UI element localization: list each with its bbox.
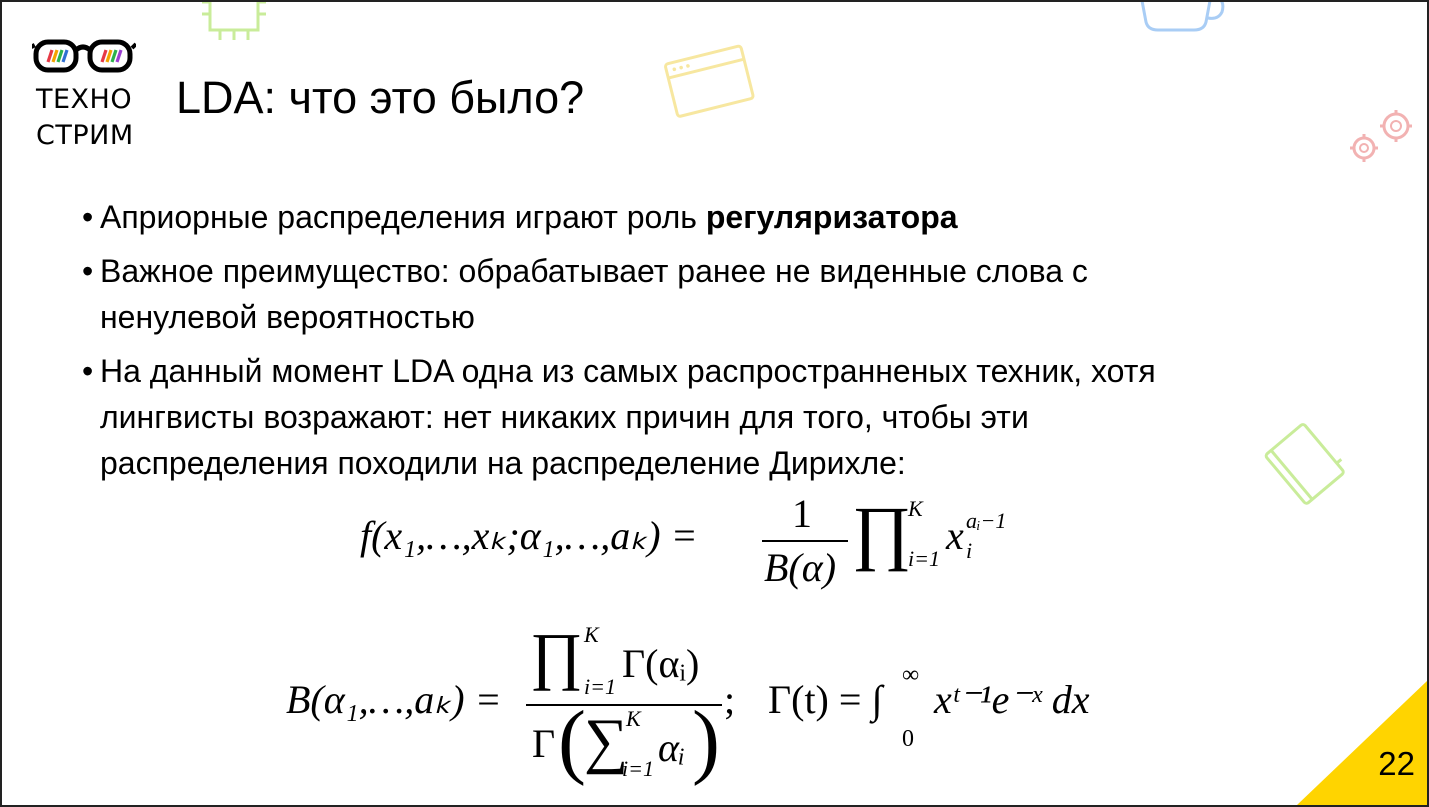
beta-lhs: B(α₁,…,aₖ) = — [286, 677, 502, 722]
left-paren: ( — [558, 694, 586, 787]
bullet-item: • Априорные распределения играют роль регуляризатора — [82, 199, 958, 235]
corner-accent — [1297, 681, 1427, 805]
logo — [32, 36, 142, 156]
product-lower: i=1 — [584, 674, 616, 699]
fraction-denominator: B(α) — [764, 545, 837, 590]
gamma-alpha-i: Γ(αᵢ) — [622, 641, 700, 686]
alpha-i: αᵢ — [658, 725, 686, 770]
integral-lower: 0 — [902, 726, 914, 752]
subscript-i: i — [966, 538, 973, 563]
browser-window-icon — [660, 40, 760, 120]
sum-upper: K — [626, 706, 641, 731]
bullet-line: На данный момент LDA одна из самых распространненых техник, хотя — [100, 353, 1156, 389]
logo-line-2: СТРИМ — [36, 120, 134, 151]
bullet-bold-text: регуляризатора — [705, 199, 958, 235]
bullet-list — [80, 194, 1320, 486]
product-symbol: ∏ — [852, 492, 912, 572]
fraction-numerator: 1 — [792, 491, 812, 536]
fraction-bar — [762, 540, 848, 542]
cup-icon — [1132, 0, 1232, 42]
right-paren: ) — [692, 694, 720, 787]
product-lower: i=1 — [908, 546, 940, 571]
separator-semicolon: ; — [724, 677, 736, 722]
bullet-line: Важное преимущество: обрабатывает ранее не виденные слова с — [100, 253, 1088, 289]
bullet-line: лингвисты возражают: нет никаких причин для того, чтобы эти — [100, 399, 1029, 435]
product-upper: K — [908, 496, 923, 521]
integral-upper: ∞ — [902, 662, 920, 688]
formula-lhs: f(x₁,…,xₖ;α₁,…,aₖ) = — [360, 513, 698, 558]
bullet-line: ненулевой вероятностью — [100, 299, 475, 335]
bullet-text: Априорные распределения играют роль — [100, 199, 706, 235]
logo-line-1: ТЕХНО — [36, 84, 133, 115]
page-number: 22 — [1378, 745, 1415, 782]
sum-lower: i=1 — [622, 756, 654, 781]
gears-icon — [1342, 102, 1422, 172]
dirichlet-density-formula — [360, 490, 1060, 590]
bullet-item: • На данный момент LDA одна из самых распространненых техник, хотя лингвисты возражают: нет никаких причин для того, чтобы эти распределения походили на распределение Дирихле: — [82, 353, 1156, 481]
product-symbol: ∏ — [530, 620, 583, 691]
bullet-item: • Важное преимущество: обрабатывает ранее не виденные слова с ненулевой вероятностью — [82, 253, 1088, 335]
integrand: xᵗ⁻¹e⁻ˣ dx — [934, 677, 1090, 722]
beta-gamma-formula — [286, 620, 1106, 800]
gamma-symbol: Γ — [532, 721, 556, 766]
gamma-definition: Γ(t) = ∫ — [768, 677, 883, 722]
slide-title: LDA: что это было? — [176, 72, 585, 123]
sum-symbol: ∑ — [584, 707, 629, 775]
glasses-icon — [32, 36, 136, 76]
exponent: aᵢ−1 — [966, 508, 1007, 533]
bullet-line: распределения походили на распределение Дирихле: — [100, 445, 906, 481]
chip-icon — [198, 0, 278, 52]
product-upper: K — [584, 622, 599, 647]
variable-x: x — [946, 513, 964, 558]
